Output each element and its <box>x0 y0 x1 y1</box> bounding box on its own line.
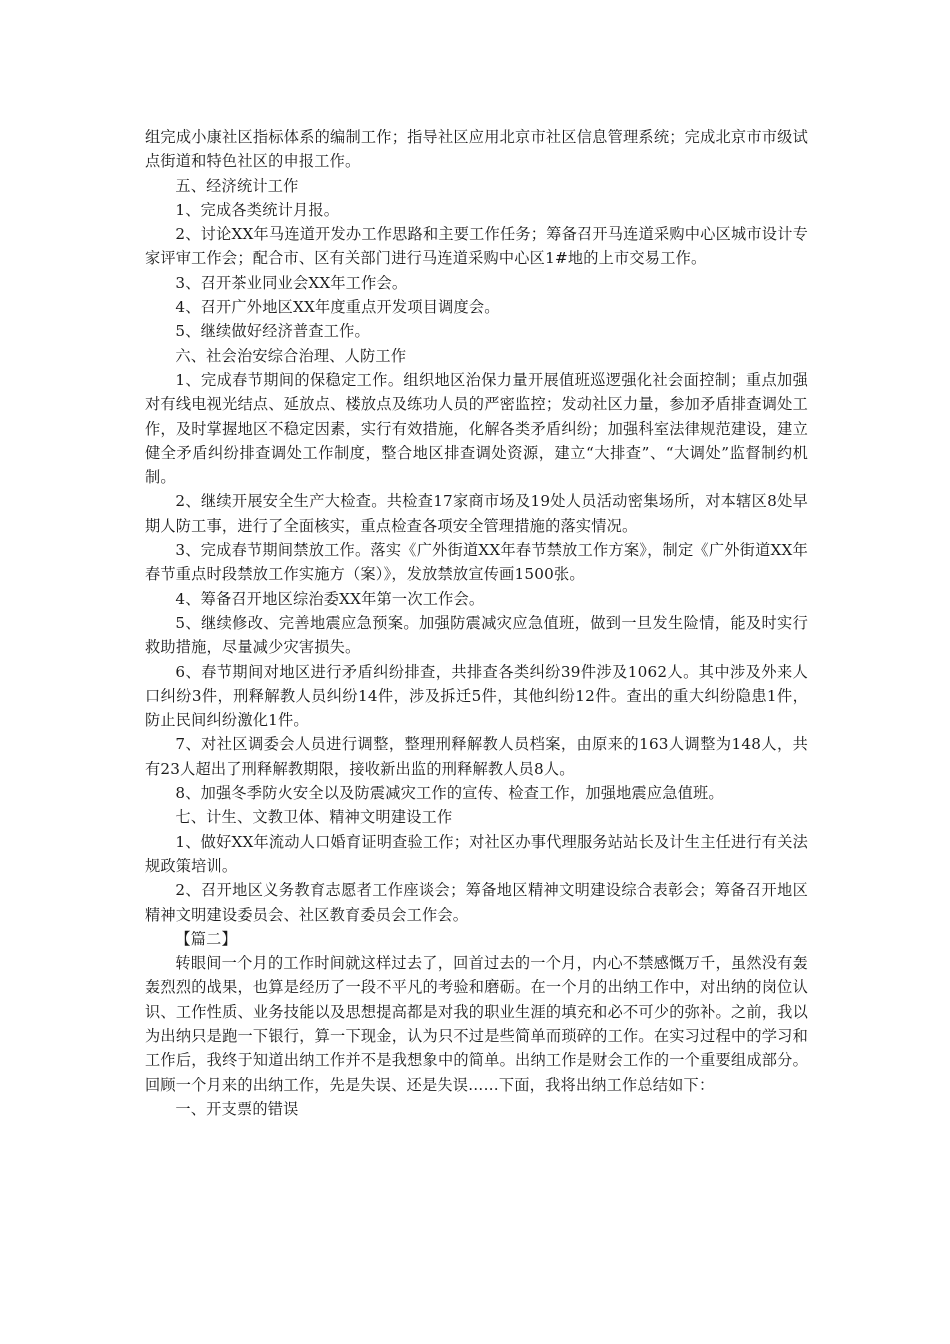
paragraph-12: 5、继续修改、完善地震应急预案。加强防震减灾应急值班，做到一旦发生险情，能及时实行救助措施，尽量减少灾害损失。 <box>145 613 808 657</box>
paragraph-13: 6、春节期间对地区进行矛盾纠纷排查，共排查各类纠纷39件涉及1062人。其中涉及外来人口纠纷3件，刑释解教人员纠纷14件，涉及拆迁5件，其他纠纷12件。查出的重大纠纷隐患1件，防止民间纠纷激化1件。 <box>145 662 808 730</box>
paragraph-17: 1、做好XX年流动人口婚育证明查验工作；对社区办事代理服务站站长及计生主任进行有关法规政策培训。 <box>145 832 808 875</box>
paragraph-14: 7、对社区调委会人员进行调整，整理刑释解教人员档案，由原来的163人调整为148人，共有23人超出了刑释解教期限，接收新出监的刑释解教人员8人。 <box>145 735 808 778</box>
paragraph-15: 8、加强冬季防火安全以及防震减灾工作的宣传、检查工作，加强地震应急值班。 <box>175 784 724 803</box>
section-heading-5: 五、经济统计工作 <box>175 176 299 195</box>
paragraph-8: 1、完成春节期间的保稳定工作。组织地区治保力量开展值班巡逻强化社会面控制；重点加强对有线电视光结点、延放点、楼放点及练功人员的严密监控；发动社区力量，参加矛盾排查调处工作，及时掌握地区不稳定因素，实行有效措施，化解各类矛盾纠纷；加强科室法律规范建设，建立健全矛盾纠纷排查调处工作制度，整合地区排查调处资源，建立“大排查”、“大调处”监督制约机制。 <box>145 370 808 487</box>
paragraph-9: 2、继续开展安全生产大检查。共检查17家商市场及19处人员活动密集场所，对本辖区8处早期人防工事，进行了全面核实，重点检查各项安全管理措施的落实情况。 <box>145 492 808 535</box>
paragraph-6: 5、继续做好经济普查工作。 <box>175 322 370 341</box>
paragraph-5: 4、召开广外地区XX年度重点开发项目调度会。 <box>175 298 500 317</box>
paragraph-4: 3、召开茶业同业会XX年工作会。 <box>175 273 408 292</box>
section-heading-7: 七、计生、文教卫体、精神文明建设工作 <box>175 808 453 827</box>
section-heading-1: 一、开支票的错误 <box>175 1099 299 1118</box>
section-heading-6: 六、社会治安综合治理、人防工作 <box>175 346 407 365</box>
paragraph-2: 1、完成各类统计月报。 <box>175 200 340 219</box>
paragraph-18: 2、召开地区义务教育志愿者工作座谈会；筹备地区精神文明建设综合表彰会；筹备召开地区精神文明建设委员会、社区教育委员会工作会。 <box>145 881 808 924</box>
paragraph-20: 转眼间一个月的工作时间就这样过去了，回首过去的一个月，内心不禁感慨万千，虽然没有轰轰烈烈的战果，也算是经历了一段不平凡的考验和磨砺。在一个月的出纳工作中，对出纳的岗位认识、工作性质、业务技能以及思想提高都是对我的职业生涯的填充和必不可少的弥补。之前，我以为出纳只是跑一下银行，算一下现金，认为只不过是些简单而琐碎的工作。在实习过程中的学习和工作后，我终于知道出纳工作并不是我想象中的简单。出纳工作是财会工作的一个重要组成部分。回顾一个月来的出纳工作，先是失误、还是失误……下面，我将出纳工作总结如下： <box>145 954 808 1094</box>
paragraph-0: 组完成小康社区指标体系的编制工作；指导社区应用北京市社区信息管理系统；完成北京市市级试点街道和特色社区的申报工作。 <box>145 128 808 171</box>
paragraph-11: 4、筹备召开地区综治委XX年第一次工作会。 <box>175 589 485 608</box>
part-heading: 【篇二】 <box>175 929 237 948</box>
document-body <box>145 125 808 1121</box>
paragraph-3: 2、讨论XX年马连道开发办工作思路和主要工作任务；筹备召开马连道采购中心区城市设计专家评审工作会；配合市、区有关部门进行马连道采购中心区1#地的上市交易工作。 <box>145 225 808 268</box>
paragraph-10: 3、完成春节期间禁放工作。落实《广外街道XX年春节禁放工作方案》，制定《广外街道XX年春节重点时段禁放工作实施方（案）》，发放禁放宣传画1500张。 <box>145 541 808 584</box>
